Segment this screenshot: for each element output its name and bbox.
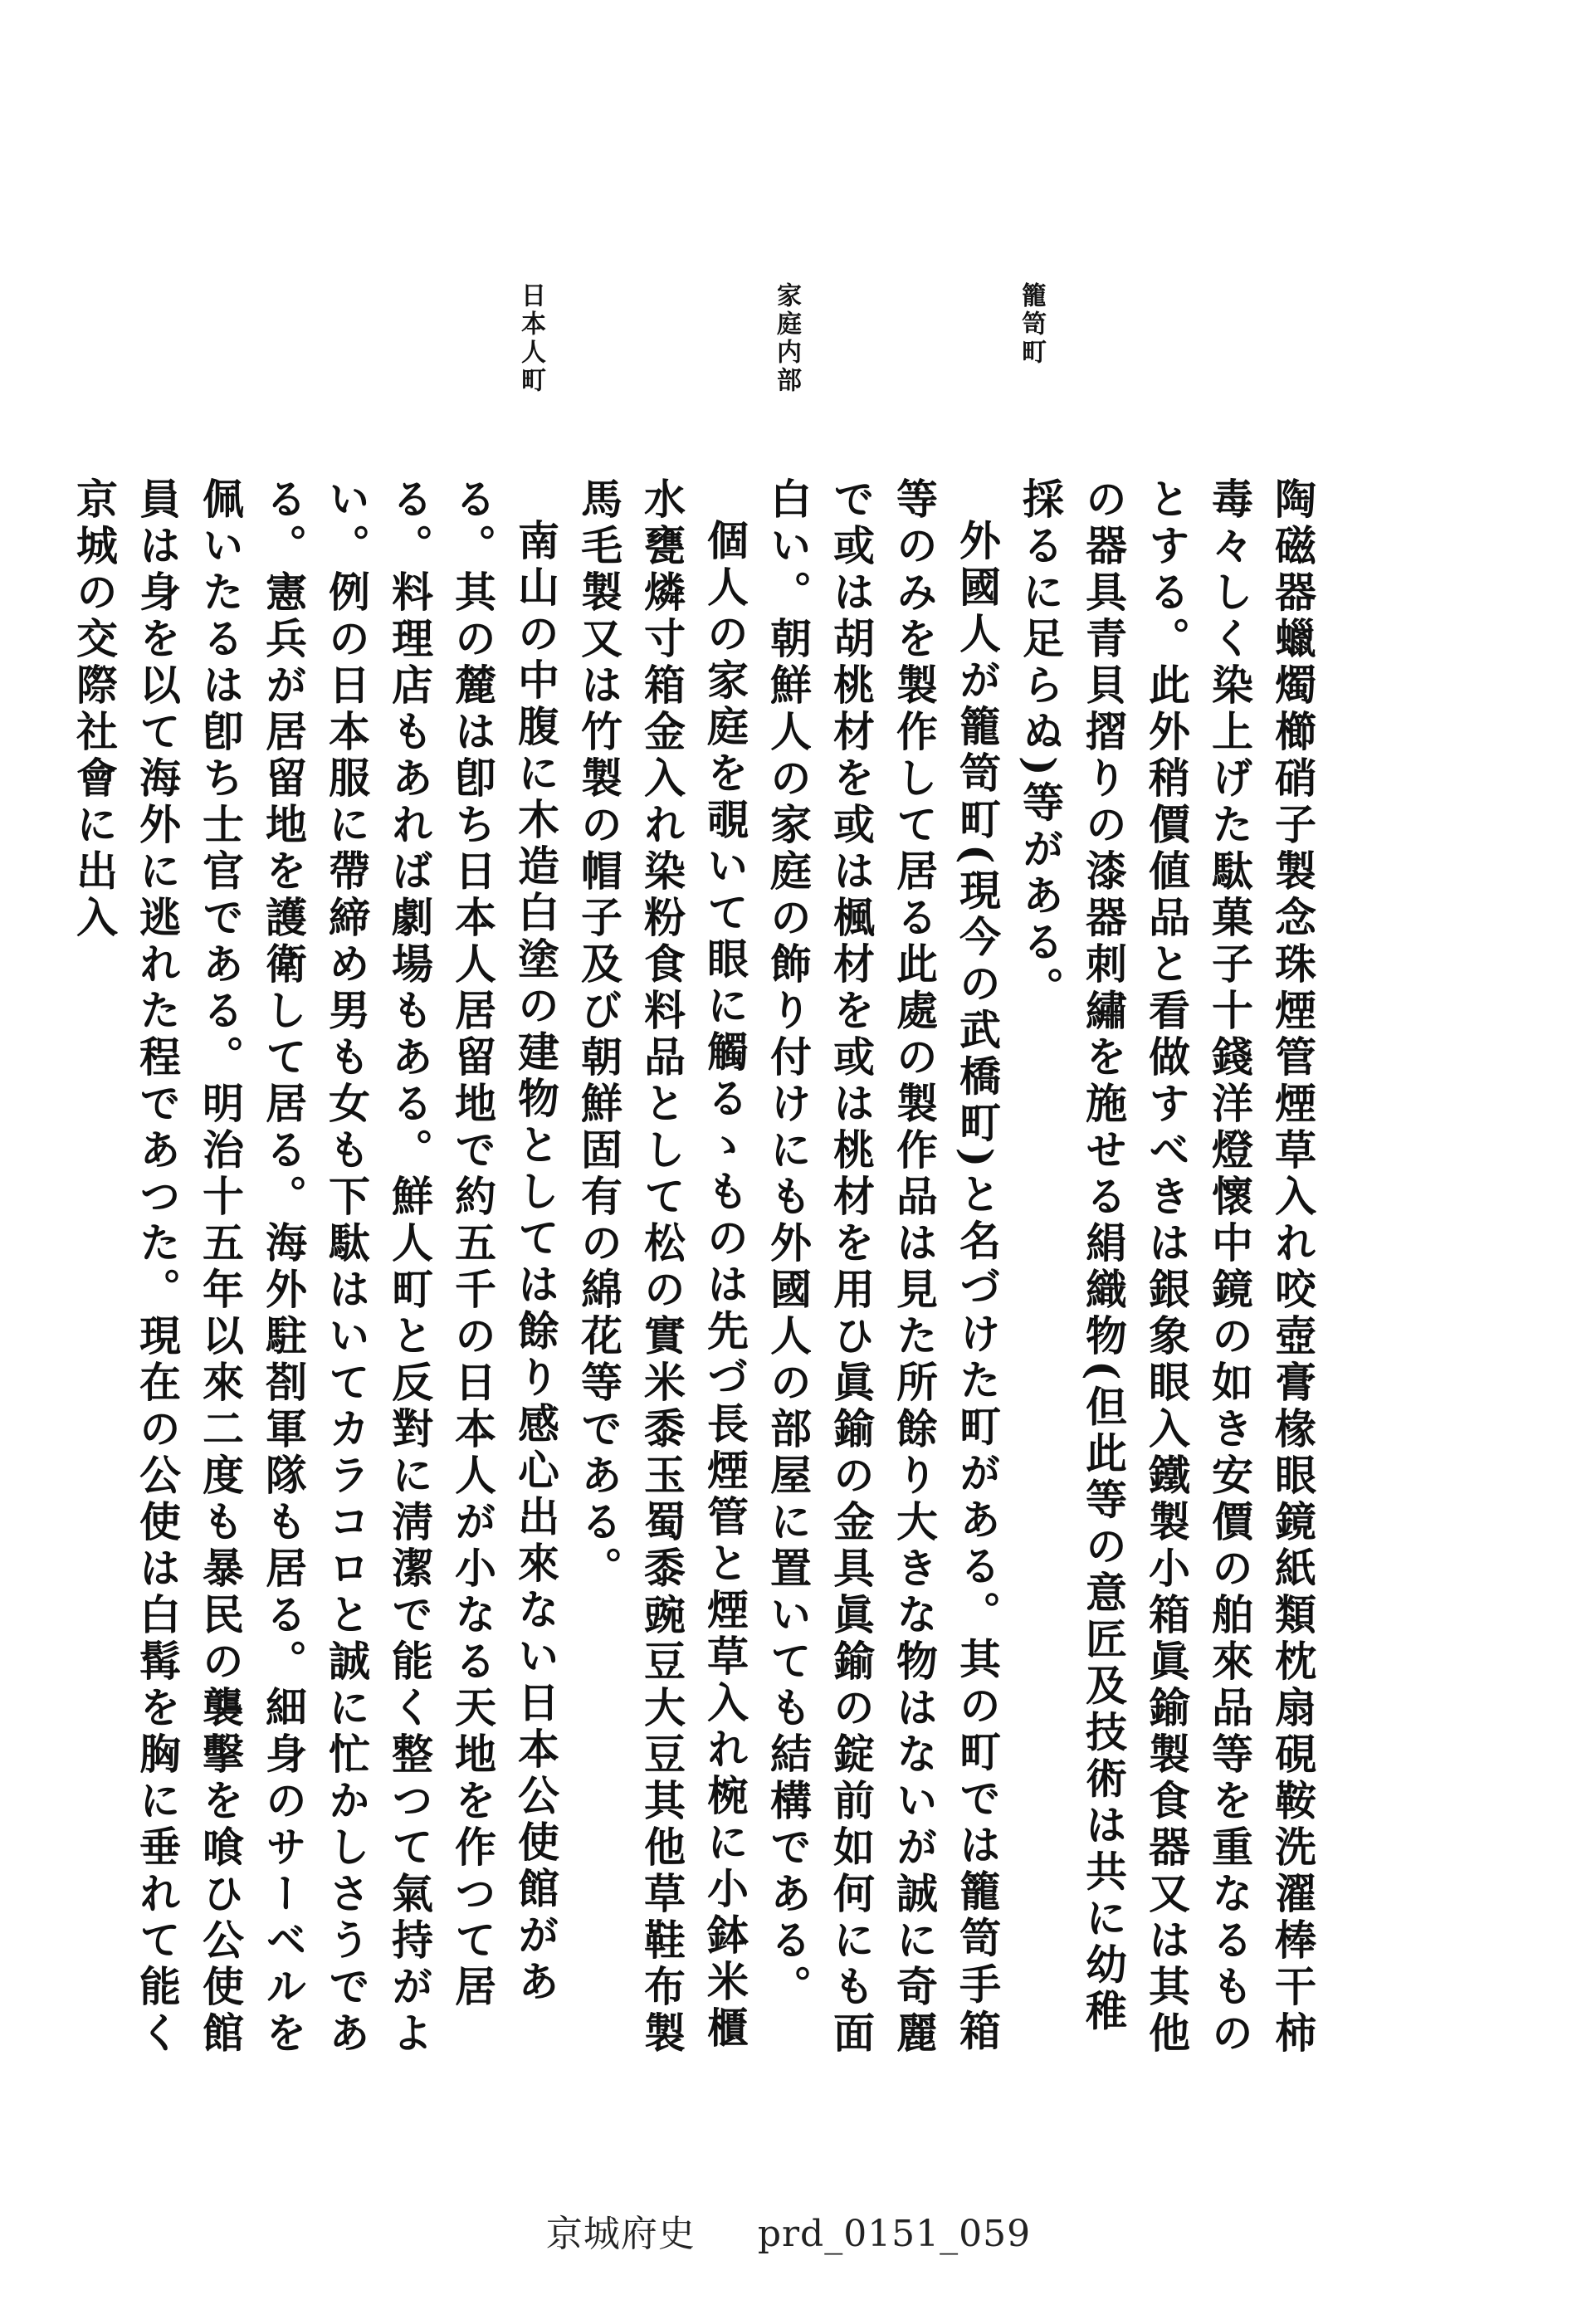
paragraph-household: 個人の家庭を覗いて眼に觸るゝものは先づ長煙管と煙草入れ椀に小鉢米櫃水甕燐寸箱金入れ染粉食料品として松の實米黍玉蜀黍豌豆大豆其他草鞋布製馬毛製又は竹製の帽子及び朝鮮固有の綿花等である。 [574, 477, 749, 2058]
footer-code: prd_0151_059 [757, 2213, 1032, 2255]
margin-heading-nihonjin: 日本人町 [516, 282, 545, 395]
paragraph-japanese-town: 南山の中腹に木造白塗の建物としては餘り感心出來ない日本公使館がある。其の麓は卽ち日本人居留地で約五千の日本人が小なる天地を作つて居る。料理店もあれば劇場もある。鮮人町と反對に淸潔で能く整つて氣持がよい。例の日本服に帶締め男も女も下駄はいてカラコロと誠に忙かしさうである。憲兵が居留地を護衛して居る。海外駐剳軍隊も居る。細身のサーベルを佩いたるは卽ち士官である。明治十五年以來二度も暴民の襲擊を喰ひ公使館員は身を以て海外に逃れた程であつた。現在の公使は白髯を胸に垂れて能く京城の交際社會に出入 [70, 477, 560, 2058]
margin-heading-kagocho: 籠笥町 [1017, 282, 1046, 367]
page-footer [0, 2204, 1577, 2257]
margin-heading-katei: 家庭内部 [772, 282, 801, 395]
paragraph-goods: 陶磁器蠟燭櫛硝子製念珠煙管煙草入れ咬壺膏椽眼鏡紙類枕扇硯鞍洗濯棒干柿毒々しく染上げた駄菓子十錢洋燈懷中鏡の如き安價の舶來品等を重なるものとする。此外稍價値品と看做すべきは銀象眼入鐵製小箱眞鍮製食器又は其他の器具青貝摺りの漆器刺繡を施せる絹織物(但此等の意匠及技術は共に幼稚採るに足らぬ)等がある。 [1016, 477, 1317, 2058]
footer-title: 京城府史 [545, 2213, 696, 2255]
vertical-body-text [70, 477, 1324, 2079]
paragraph-kagocho: 外國人が籠笥町(現今の武橋町)と名づけた町がある。其の町では籠笥手箱等のみを製作して居る此處の製作品は見た所餘り大きな物はないが誠に奇麗で或は胡桃材を或は楓材を或は桃材を用ひ眞鍮の金具眞鍮の錠前如何にも面白い。朝鮮人の家庭の飾り付けにも外國人の部屋に置いても結構である。 [764, 477, 1002, 2058]
